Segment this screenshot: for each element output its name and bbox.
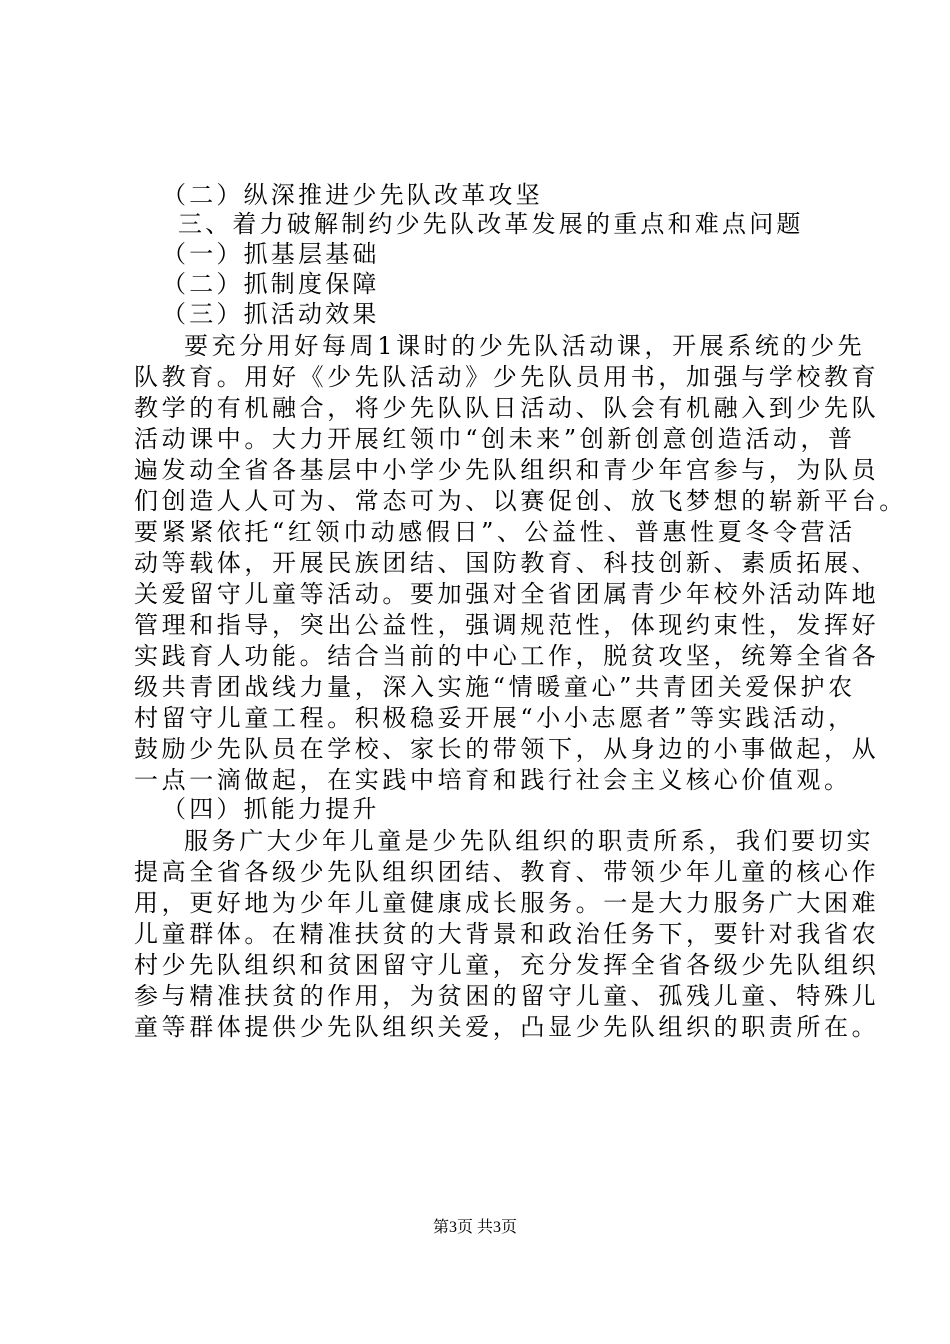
subsection-heading-deepen-reform: （二）纵深推进少先队改革攻坚 — [162, 181, 543, 209]
paragraph-line: 用，更好地为少年儿童健康成长服务。一是大力服务广大困难 — [134, 889, 880, 917]
paragraph-line: 村留守儿童工程。积极稳妥开展“小小志愿者”等实践活动， — [134, 704, 856, 732]
paragraph-line: 要紧紧依托“红领巾动感假日”、公益性、普惠性夏冬令营活 — [134, 518, 856, 546]
paragraph-line: 队教育。用好《少先队活动》少先队员用书，加强与学校教育 — [134, 363, 880, 391]
subsection-heading-institution: （二）抓制度保障 — [162, 270, 380, 298]
paragraph-line: 遍发动全省各基层中小学少先队组织和青少年宫参与，为队员 — [134, 456, 880, 484]
paragraph-line: 服务广大少年儿童是少先队组织的职责所系，我们要切实 — [184, 827, 874, 855]
page-number-footer: 第3页 共3页 — [432, 1219, 517, 1236]
paragraph-line: 参与精准扶贫的作用，为贫困的留守儿童、孤残儿童、特殊儿 — [134, 982, 880, 1010]
paragraph-line: 关爱留守儿童等活动。要加强对全省团属青少年校外活动阵地 — [134, 580, 880, 608]
paragraph-line: 管理和指导，突出公益性，强调规范性，体现约束性，发挥好 — [134, 611, 880, 639]
paragraph-line: 要充分用好每周1课时的少先队活动课，开展系统的少先 — [184, 332, 866, 360]
section-heading-three: 三、着力破解制约少先队改革发展的重点和难点问题 — [178, 210, 804, 238]
paragraph-line: 动等载体，开展民族团结、国防教育、科技创新、素质拓展、 — [134, 549, 880, 577]
paragraph-line: 儿童群体。在精准扶贫的大背景和政治任务下，要针对我省农 — [134, 920, 880, 948]
paragraph-line: 鼓励少先队员在学校、家长的带领下，从身边的小事做起，从 — [134, 735, 880, 763]
subsection-heading-grassroots: （一）抓基层基础 — [162, 240, 380, 268]
paragraph-line: 村少先队组织和贫困留守儿童，充分发挥全省各级少先队组织 — [134, 951, 880, 979]
paragraph-line: 活动课中。大力开展红领巾“创未来”创新创意创造活动，普 — [134, 425, 856, 453]
paragraph-line: 们创造人人可为、常态可为、以赛促创、放飞梦想的崭新平台。 — [134, 487, 907, 515]
subsection-heading-capability: （四）抓能力提升 — [162, 795, 380, 823]
paragraph-line: 级共青团战线力量，深入实施“情暖童心”共青团关爱保护农 — [134, 673, 856, 701]
paragraph-line: 童等群体提供少先队组织关爱，凸显少先队组织的职责所在。 — [134, 1013, 880, 1041]
subsection-heading-activity: （三）抓活动效果 — [162, 300, 380, 328]
paragraph-line: 实践育人功能。结合当前的中心工作，脱贫攻坚，统筹全省各 — [134, 642, 880, 670]
paragraph-line: 一点一滴做起，在实践中培育和践行社会主义核心价值观。 — [134, 766, 852, 794]
paragraph-line: 教学的有机融合，将少先队队日活动、队会有机融入到少先队 — [134, 394, 880, 422]
paragraph-line: 提高全省各级少先队组织团结、教育、带领少年儿童的核心作 — [134, 858, 880, 886]
